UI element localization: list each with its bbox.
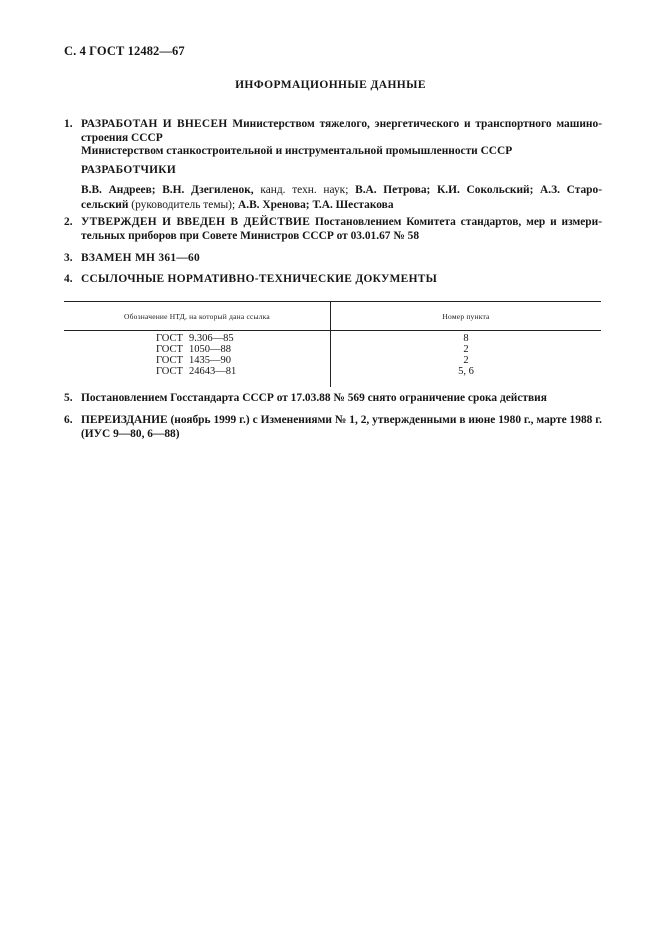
item-5-body <box>81 392 602 406</box>
table-cell-prefix: ГОСТ <box>156 366 183 377</box>
item-6 <box>64 414 602 441</box>
item-6-body <box>81 414 602 441</box>
item-5-number: 5. <box>64 392 73 404</box>
table-top-rule <box>64 301 601 302</box>
item-3-text: ВЗАМЕН МН 361—60 <box>81 252 201 264</box>
item-5-text: Постановлением Госстандарта СССР от 17.03.88 № 569 снято ограничение срока действия <box>81 392 547 404</box>
table-cell-prefix: ГОСТ <box>156 344 183 355</box>
developers-names-3: А.В. Хренова; Т.А. Шестакова <box>238 198 394 211</box>
item-1-number: 1. <box>64 118 73 130</box>
item-6-number: 6. <box>64 414 73 426</box>
item-1 <box>64 118 602 145</box>
item-2-lead: УТВЕРЖДЕН И ВВЕДЕН В ДЕЙСТВИЕ <box>81 216 311 228</box>
item-4-number: 4. <box>64 273 73 285</box>
item-4-text: ССЫЛОЧНЫЕ НОРМАТИВНО-ТЕХНИЧЕСКИЕ ДОКУМЕНТЫ <box>81 273 438 285</box>
item-4 <box>64 273 602 287</box>
table-cell-point: 2 <box>463 355 469 366</box>
developers-degree: канд. техн. наук; <box>260 184 349 196</box>
item-1-text-2: Министерством станкостроительной и инструментальной промышленности СССР <box>81 145 513 157</box>
table-cell-prefix: ГОСТ <box>156 333 183 344</box>
table-row <box>156 344 231 355</box>
item-2-body <box>81 216 602 243</box>
table-cell-point: 8 <box>463 333 469 344</box>
developers-names-1: В.В. Андреев; В.Н. Дзегиленок, <box>81 184 254 196</box>
table-cell-code: 24643—81 <box>189 366 237 377</box>
item-2-text: Постановлением Комитета стандартов, мер и измери-тельных приборов при Совете Министров СССР от 03.01.67 № 58 <box>81 216 602 242</box>
item-3-number: 3. <box>64 252 73 264</box>
section-title: ИНФОРМАЦИОННЫЕ ДАННЫЕ <box>235 79 426 91</box>
item-1-body <box>81 118 602 145</box>
developers-list <box>81 183 602 212</box>
table-row <box>156 366 236 377</box>
item-5 <box>64 392 602 406</box>
table-header-rule <box>64 330 601 331</box>
table-row <box>156 333 234 344</box>
item-1-text: Министерством тяжелого, энергетического и транспортного машино-строения СССР <box>81 118 602 144</box>
item-6-text: ПЕРЕИЗДАНИЕ (ноябрь 1999 г.) с Изменениями № 1, 2, утвержденными в июне 1980 г., марте 1988 г. (ИУС 9—80, 6—88) <box>81 414 602 440</box>
item-2 <box>64 216 602 243</box>
item-2-number: 2. <box>64 216 73 228</box>
table-cell-code: 9.306—85 <box>189 333 234 344</box>
page-header: С. 4 ГОСТ 12482—67 <box>64 44 185 58</box>
table-row <box>156 355 231 366</box>
table-cell-point: 5, 6 <box>458 366 474 377</box>
item-4-body <box>81 273 602 287</box>
item-3-body <box>81 252 602 266</box>
table-cell-code: 1435—90 <box>189 355 231 366</box>
item-1-lead: РАЗРАБОТАН И ВНЕСЕН <box>81 118 228 130</box>
table-cell-code: 1050—88 <box>189 344 231 355</box>
table-cell-point: 2 <box>463 344 469 355</box>
table-cell-prefix: ГОСТ <box>156 355 183 366</box>
item-3 <box>64 252 602 266</box>
developers-role: (руководитель темы); <box>131 198 236 211</box>
table-header-point: Номер пункта <box>442 312 490 321</box>
table-header-document: Обозначение НТД, на который дана ссылка <box>124 312 270 321</box>
developers-heading: РАЗРАБОТЧИКИ <box>81 164 177 176</box>
developers-names-2: В.А. Петрова; К.И. Сокольский; А.З. Старо-сельский <box>81 184 603 211</box>
